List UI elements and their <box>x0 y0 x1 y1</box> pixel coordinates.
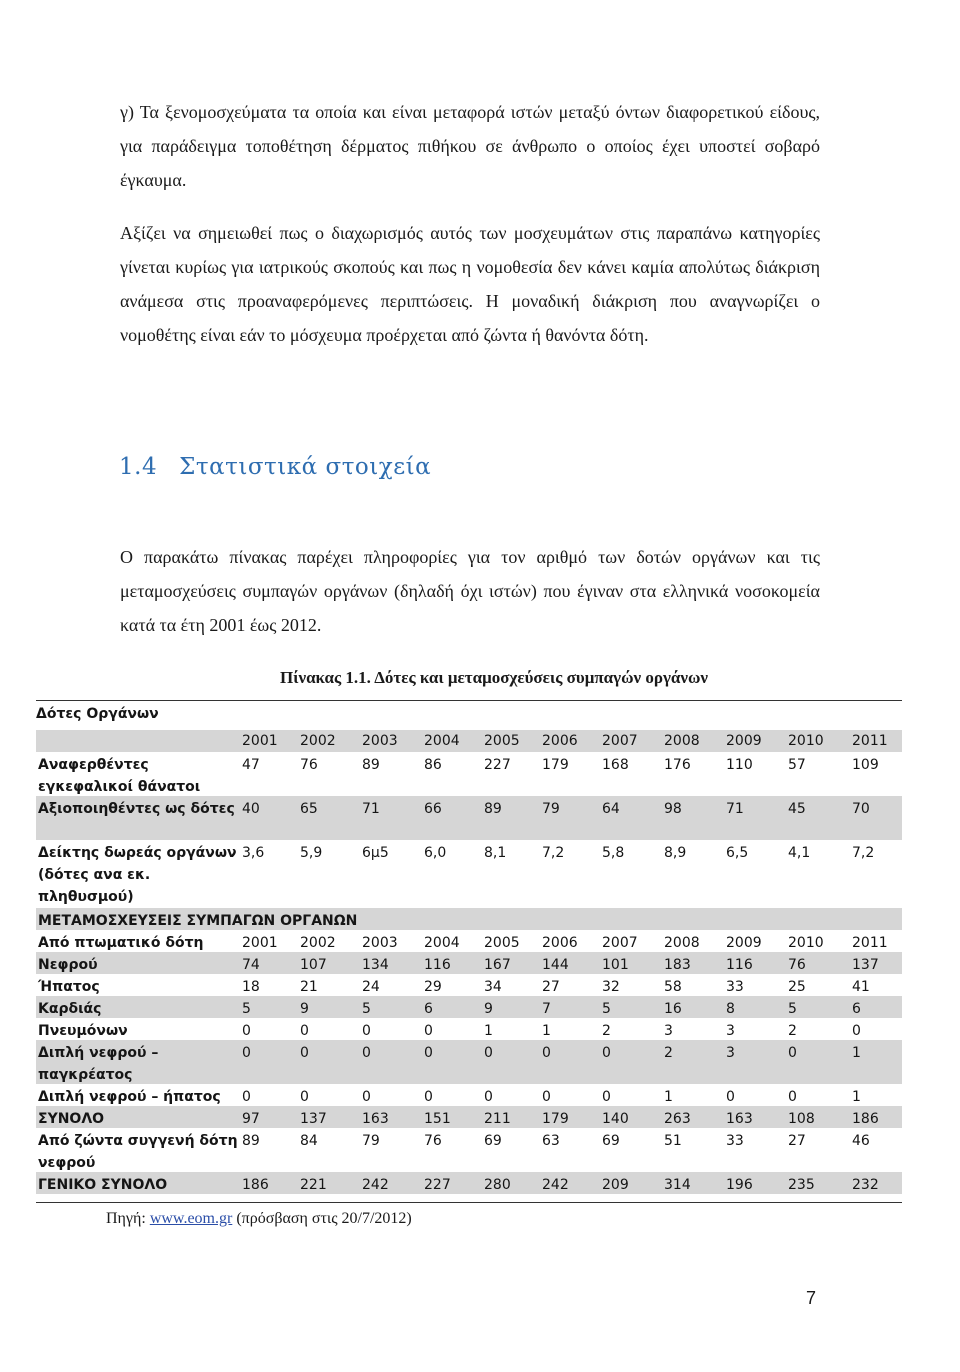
table-cell: 6,5 <box>726 845 749 861</box>
table-cell: 1 <box>664 1089 673 1105</box>
table-cell: 176 <box>664 757 691 773</box>
table-cell: 0 <box>542 1045 551 1061</box>
table-cell: 21 <box>300 979 318 995</box>
table-cell: 140 <box>602 1111 629 1127</box>
table-cell: 0 <box>484 1045 493 1061</box>
table-cell: 58 <box>664 979 682 995</box>
transplant-row <box>36 1084 902 1106</box>
section-title: Στατιστικά στοιχεία <box>179 454 432 480</box>
table-cell: 0 <box>424 1023 433 1039</box>
table-cell: 110 <box>726 757 753 773</box>
row-label: Αξιοποιηθέντες ως δότες <box>38 801 235 817</box>
table-cell: 137 <box>300 1111 327 1127</box>
transplant-row <box>36 1018 902 1040</box>
table-cell: 6 <box>852 1001 861 1017</box>
paragraph-2-text: Αξίζει να σημειωθεί πως ο διαχωρισμός αυτός των μοσχευμάτων στις παραπάνω κατηγορίες γίνεται κυρίως για ιατρικούς σκοπούς και πως η νομοθεσία δεν κάνει καμία απολύτως διάκριση ανάμεσα στις προαναφερόμενες περιπτώσεις. Η μοναδική διάκριση που αναγνωρίζει ο νομοθέτης είναι εάν το μόσχευμα προέρχεται από ζώντα ή θανόντα δότη. <box>120 223 820 345</box>
table-cell: 2 <box>602 1023 611 1039</box>
table-cell: 0 <box>788 1089 797 1105</box>
table-cell: 151 <box>424 1111 451 1127</box>
table-cell: 0 <box>362 1045 371 1061</box>
table-cell: 5,9 <box>300 845 323 861</box>
row-label: Νεφρού <box>38 957 98 973</box>
year-header-cell: 2009 <box>726 733 762 749</box>
table-cell: 242 <box>542 1177 569 1193</box>
paragraph-1-text: γ) Τα ξενομοσχεύματα τα οποία και είναι μεταφορά ιστών μεταξύ όντων διαφορετικού είδους, για παράδειγμα τοποθέτηση δέρματος πιθήκου σε άνθρωπο ο οποίος έχει υποστεί σοβαρό έγκαυμα. <box>120 102 820 190</box>
table-cell: 0 <box>602 1089 611 1105</box>
table-cell: 167 <box>484 957 511 973</box>
transplant-row <box>36 930 902 952</box>
table-cell: 2010 <box>788 935 824 951</box>
table-cell: 1 <box>542 1023 551 1039</box>
donor-row <box>36 752 902 796</box>
transplant-row <box>36 1128 902 1172</box>
table-cell: 8 <box>726 1001 735 1017</box>
row-label: Δείκτης δωρεάς οργάνων (δότες ανα εκ. πληθυσμού) <box>38 845 237 905</box>
table-cell: 221 <box>300 1177 327 1193</box>
table-cell: 2008 <box>664 935 700 951</box>
table-cell: 211 <box>484 1111 511 1127</box>
table-cell: 2005 <box>484 935 520 951</box>
source-link[interactable]: www.eom.gr <box>149 1210 233 1227</box>
table-cell: 89 <box>484 801 502 817</box>
table-cell: 6,0 <box>424 845 447 861</box>
table-cell: 0 <box>242 1045 251 1061</box>
table-cell: 8,1 <box>484 845 507 861</box>
table-cell: 89 <box>242 1133 260 1149</box>
year-header-cell: 2008 <box>664 733 700 749</box>
table-cell: 107 <box>300 957 327 973</box>
section-number: 1.4 <box>119 454 158 480</box>
table-cell: 5 <box>788 1001 797 1017</box>
donor-row <box>36 840 902 906</box>
table-source <box>106 1210 412 1228</box>
table-cell: 0 <box>726 1089 735 1105</box>
table-cell: 179 <box>542 1111 569 1127</box>
table-cell: 89 <box>362 757 380 773</box>
table-cell: 168 <box>602 757 629 773</box>
table-cell: 2 <box>664 1045 673 1061</box>
table-cell: 27 <box>788 1133 806 1149</box>
table-cell: 3 <box>726 1023 735 1039</box>
table-cell: 0 <box>300 1045 309 1061</box>
table-cell: 209 <box>602 1177 629 1193</box>
table-bottom-rule <box>36 1202 902 1203</box>
table-cell: 69 <box>602 1133 620 1149</box>
donor-row <box>36 796 902 840</box>
table-cell: 7 <box>542 1001 551 1017</box>
source-prefix: Πηγή: <box>106 1210 146 1227</box>
table-cell: 66 <box>424 801 442 817</box>
table-cell: 0 <box>362 1089 371 1105</box>
transplants-section-row <box>36 908 902 930</box>
table-cell: 51 <box>664 1133 682 1149</box>
year-header-cell: 2010 <box>788 733 824 749</box>
table-cell: 116 <box>424 957 451 973</box>
table-cell: 33 <box>726 1133 744 1149</box>
table-cell: 33 <box>726 979 744 995</box>
table-cell: 9 <box>300 1001 309 1017</box>
table-cell: 63 <box>542 1133 560 1149</box>
table-cell: 9 <box>484 1001 493 1017</box>
page-number: 7 <box>806 1288 817 1308</box>
table-cell: 227 <box>484 757 511 773</box>
table-cell: 24 <box>362 979 380 995</box>
source-suffix: (πρόσβαση στις 20/7/2012) <box>236 1210 412 1227</box>
table-cell: 0 <box>424 1089 433 1105</box>
table-cell: 7,2 <box>542 845 565 861</box>
table-cell: 108 <box>788 1111 815 1127</box>
table-cell: 116 <box>726 957 753 973</box>
table-cell: 1 <box>852 1089 861 1105</box>
table-cell: 97 <box>242 1111 260 1127</box>
table-cell: 98 <box>664 801 682 817</box>
table-cell: 0 <box>300 1089 309 1105</box>
row-label: ΣΥΝΟΛΟ <box>38 1111 105 1127</box>
table-cell: 186 <box>852 1111 879 1127</box>
table-cell: 196 <box>726 1177 753 1193</box>
year-header-cell: 2006 <box>542 733 578 749</box>
table-cell: 34 <box>484 979 502 995</box>
paragraph-classification-note <box>120 216 820 352</box>
table-cell: 18 <box>242 979 260 995</box>
table-cell: 79 <box>362 1133 380 1149</box>
row-label: ΓΕΝΙΚΟ ΣΥΝΟΛΟ <box>38 1177 168 1193</box>
year-header-cell: 2001 <box>242 733 278 749</box>
table-cell: 41 <box>852 979 870 995</box>
table-cell: 0 <box>300 1023 309 1039</box>
table-cell: 40 <box>242 801 260 817</box>
table-cell: 0 <box>542 1089 551 1105</box>
table-cell: 2011 <box>852 935 888 951</box>
transplant-row <box>36 952 902 974</box>
paragraph-xenografts <box>120 95 820 197</box>
table-cell: 29 <box>424 979 442 995</box>
row-label: Πνευμόνων <box>38 1023 128 1039</box>
table-cell: 6μ5 <box>362 845 389 861</box>
table-cell: 69 <box>484 1133 502 1149</box>
table-cell: 101 <box>602 957 629 973</box>
row-label: Καρδιάς <box>38 1001 102 1017</box>
table-cell: 227 <box>424 1177 451 1193</box>
table-cell: 86 <box>424 757 442 773</box>
table-cell: 2004 <box>424 935 460 951</box>
table-cell: 242 <box>362 1177 389 1193</box>
table-cell: 1 <box>852 1045 861 1061</box>
table-cell: 0 <box>602 1045 611 1061</box>
year-header-cell: 2011 <box>852 733 888 749</box>
table-cell: 1 <box>484 1023 493 1039</box>
paragraph-table-intro <box>120 540 820 642</box>
table-cell: 27 <box>542 979 560 995</box>
table-cell: 76 <box>788 957 806 973</box>
table-cell: 7,2 <box>852 845 875 861</box>
table-cell: 0 <box>242 1089 251 1105</box>
transplants-section-title: ΜΕΤΑΜΟΣΧΕΥΣΕΙΣ ΣΥΜΠΑΓΩΝ ΟΡΓΑΝΩΝ <box>38 913 358 929</box>
table-cell: 76 <box>424 1133 442 1149</box>
transplant-row <box>36 1106 902 1128</box>
transplant-row <box>36 974 902 996</box>
row-label: Διπλή νεφρού – παγκρέατος <box>38 1045 159 1083</box>
table-cell: 25 <box>788 979 806 995</box>
year-header-cell: 2007 <box>602 733 638 749</box>
table-caption: Πίνακας 1.1. Δότες και μεταμοσχεύσεις συμπαγών οργάνων <box>279 668 709 687</box>
table-cell: 2003 <box>362 935 398 951</box>
table-cell: 0 <box>484 1089 493 1105</box>
table-cell: 5 <box>362 1001 371 1017</box>
table-cell: 144 <box>542 957 569 973</box>
table-cell: 280 <box>484 1177 511 1193</box>
table-cell: 314 <box>664 1177 691 1193</box>
table-cell: 32 <box>602 979 620 995</box>
table-cell: 3 <box>664 1023 673 1039</box>
year-header-cell: 2002 <box>300 733 336 749</box>
table-cell: 134 <box>362 957 389 973</box>
table-cell: 0 <box>362 1023 371 1039</box>
table-cell: 137 <box>852 957 879 973</box>
table-cell: 2001 <box>242 935 278 951</box>
transplant-row <box>36 1172 902 1194</box>
table-cell: 71 <box>362 801 380 817</box>
table-cell: 183 <box>664 957 691 973</box>
row-label: Αναφερθέντες εγκεφαλικοί θάνατοι <box>38 757 201 795</box>
row-label: Από πτωματικό δότη <box>38 935 204 951</box>
paragraph-3-text: Ο παρακάτω πίνακας παρέχει πληροφορίες για τον αριθμό των δοτών οργάνων και τις μεταμοσχεύσεις συμπαγών οργάνων (δηλαδή όχι ιστών) που έγιναν στα ελληνικά νοσοκομεία κατά τα έτη 2001 έως 2012. <box>120 547 820 635</box>
table-cell: 4,1 <box>788 845 811 861</box>
table-cell: 79 <box>542 801 560 817</box>
table-cell: 6 <box>424 1001 433 1017</box>
table-cell: 5,8 <box>602 845 625 861</box>
year-header-cell: 2004 <box>424 733 460 749</box>
table-cell: 163 <box>362 1111 389 1127</box>
table-cell: 2009 <box>726 935 762 951</box>
years-header-row <box>36 730 902 752</box>
table-cell: 47 <box>242 757 260 773</box>
table-top-rule <box>36 700 902 701</box>
section-heading <box>119 454 431 480</box>
table-cell: 2002 <box>300 935 336 951</box>
transplant-row <box>36 996 902 1018</box>
table-cell: 2006 <box>542 935 578 951</box>
row-label: Διπλή νεφρού – ήπατος <box>38 1089 221 1105</box>
table-cell: 74 <box>242 957 260 973</box>
table-cell: 64 <box>602 801 620 817</box>
donors-section-title: Δότες Οργάνων <box>36 706 159 722</box>
table-cell: 232 <box>852 1177 879 1193</box>
table-cell: 0 <box>788 1045 797 1061</box>
table-cell: 5 <box>602 1001 611 1017</box>
table-cell: 3,6 <box>242 845 265 861</box>
row-label: Ήπατος <box>38 979 100 995</box>
table-cell: 45 <box>788 801 806 817</box>
year-header-cell: 2005 <box>484 733 520 749</box>
table-cell: 70 <box>852 801 870 817</box>
table-cell: 179 <box>542 757 569 773</box>
table-cell: 2 <box>788 1023 797 1039</box>
table-cell: 8,9 <box>664 845 687 861</box>
table-cell: 65 <box>300 801 318 817</box>
table-cell: 5 <box>242 1001 251 1017</box>
table-cell: 263 <box>664 1111 691 1127</box>
table-cell: 2007 <box>602 935 638 951</box>
table-cell: 0 <box>424 1045 433 1061</box>
table-cell: 109 <box>852 757 879 773</box>
row-label: Από ζώντα συγγενή δότη νεφρού <box>38 1133 238 1171</box>
year-header-cell: 2003 <box>362 733 398 749</box>
table-cell: 163 <box>726 1111 753 1127</box>
table-cell: 84 <box>300 1133 318 1149</box>
table-cell: 16 <box>664 1001 682 1017</box>
table-cell: 46 <box>852 1133 870 1149</box>
table-cell: 0 <box>852 1023 861 1039</box>
table-cell: 3 <box>726 1045 735 1061</box>
table-cell: 235 <box>788 1177 815 1193</box>
table-cell: 186 <box>242 1177 269 1193</box>
table-cell: 57 <box>788 757 806 773</box>
table-cell: 71 <box>726 801 744 817</box>
table-cell: 76 <box>300 757 318 773</box>
transplant-row <box>36 1040 902 1084</box>
table-cell: 0 <box>242 1023 251 1039</box>
